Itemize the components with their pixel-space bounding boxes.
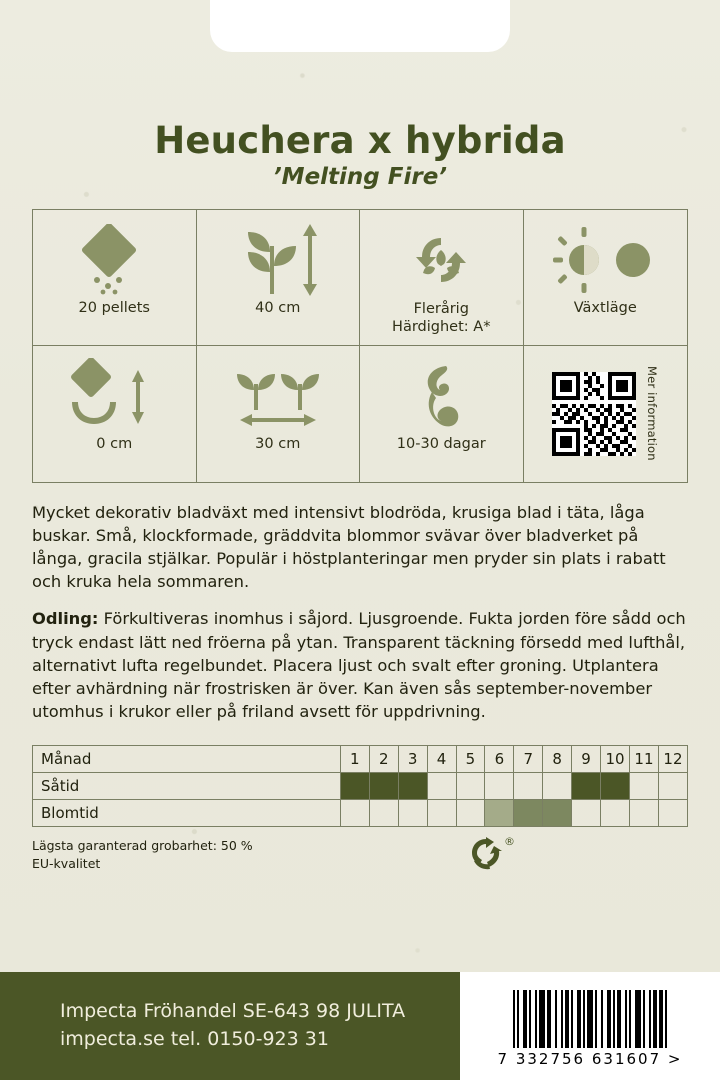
info-cell-label: 30 cm: [255, 435, 301, 452]
month-cell: 12: [658, 746, 687, 773]
title-block: [0, 119, 720, 190]
perennial-cycle-icon: [402, 220, 480, 300]
calendar-cell: [340, 800, 369, 827]
calendar-cell: [629, 773, 658, 800]
description-block: [32, 501, 688, 723]
calendar-header-label: Månad: [33, 746, 341, 773]
calendar-cell: [485, 773, 514, 800]
month-cell: 2: [369, 746, 398, 773]
calendar-row-sowing: [33, 773, 688, 800]
cultivation-paragraph: [32, 607, 688, 723]
seed-packet-pour-icon: [75, 220, 153, 300]
info-cell-more-information[interactable]: [524, 346, 688, 482]
barcode-digits: 7 332756 631607 >: [497, 1050, 683, 1068]
info-cell-germination-time: [360, 346, 524, 482]
info-cell-label: 0 cm: [96, 435, 133, 452]
month-cell: 11: [629, 746, 658, 773]
calendar-cell: [658, 800, 687, 827]
qr-code-icon[interactable]: [552, 372, 636, 456]
company-address: [0, 998, 405, 1053]
sun-half-shade-icon: [550, 220, 660, 300]
recycle-mark: [469, 835, 515, 871]
description-paragraph: Mycket dekorativ bladväxt med intensivt blodröda, krusiga blad i täta, låga buskar. Små, klockformade, gräddvita blommor svävar över bladverket på långa, gracila stjälkar. Populär i höstplanteringar men pryder sin plats i rabatt och kruka hela sommaren.: [32, 502, 666, 592]
calendar-row-label: Såtid: [33, 773, 341, 800]
calendar-cell: [369, 773, 398, 800]
sowing-depth-icon: [64, 356, 164, 436]
calendar-cell: [601, 773, 630, 800]
month-cell: 10: [601, 746, 630, 773]
calendar-cell: [601, 800, 630, 827]
month-cell: 4: [427, 746, 456, 773]
info-icon-grid: [32, 209, 688, 483]
info-cell-light-position: [524, 210, 688, 346]
plant-height-arrow-icon: [232, 220, 324, 300]
recycle-icon: [469, 837, 503, 871]
calendar-cell: [658, 773, 687, 800]
calendar-cell: [629, 800, 658, 827]
calendar-cell: [514, 773, 543, 800]
calendar-cell: [427, 773, 456, 800]
company-line-2: impecta.se tel. 0150-923 31: [60, 1028, 329, 1050]
germination-guarantee: Lägsta garanterad grobarhet: 50 %: [32, 838, 253, 854]
registered-mark: ®: [504, 835, 515, 849]
month-cell: 6: [485, 746, 514, 773]
calendar-cell: [456, 800, 485, 827]
qr-side-label: Mer information: [644, 366, 659, 462]
cultivation-label: Odling:: [32, 609, 99, 629]
info-cell-label: Växtläge: [573, 299, 637, 316]
company-line-1: Impecta Fröhandel SE-643 98 JULITA: [60, 1000, 406, 1023]
calendar-row-bloom: [33, 800, 688, 827]
calendar-cell: [543, 773, 572, 800]
barcode: [460, 972, 720, 1080]
month-cell: 3: [398, 746, 427, 773]
info-cell-sowing-depth: [33, 346, 197, 482]
month-cell: 1: [340, 746, 369, 773]
info-cell-label: [392, 300, 490, 336]
calendar-cell: [398, 800, 427, 827]
calendar-cell: [572, 800, 601, 827]
hardiness-line-2: Härdighet: A*: [392, 318, 491, 335]
calendar-cell: [485, 800, 514, 827]
info-cell-label: 10-30 dagar: [396, 435, 486, 452]
calendar-header-row: [33, 746, 688, 773]
info-cell-plant-height: [197, 210, 361, 346]
calendar-cell: [456, 773, 485, 800]
calendar-cell: [543, 800, 572, 827]
month-cell: 7: [514, 746, 543, 773]
cultivation-text: Förkultiveras inomhus i såjord. Ljusgroende. Fukta jorden före sådd och tryck endast lätt ned fröerna på ytan. Transparent täckning försedd med lufthål, alternativt lufta regelbundet. Placera ljust och svalt efter groning. Utplantera efter avhärdning när frostrisken är över. Kan även sås september-november utomhus i krukor eller på friland avsett för uppdrivning.: [32, 609, 686, 721]
calendar-cell: [340, 773, 369, 800]
info-cell-hardiness: [360, 210, 524, 346]
info-cell-plant-spacing: [197, 346, 361, 482]
calendar-cell: [572, 773, 601, 800]
info-cell-label: 20 pellets: [78, 299, 150, 316]
info-cell-label: 40 cm: [255, 299, 301, 316]
calendar-row-label: Blomtid: [33, 800, 341, 827]
plant-spacing-icon: [226, 356, 330, 436]
month-cell: 5: [456, 746, 485, 773]
eu-quality: EU-kvalitet: [32, 856, 101, 872]
barcode-bars: [513, 990, 667, 1048]
calendar-cell: [427, 800, 456, 827]
hardiness-line-1: Flerårig: [413, 300, 469, 317]
sowing-calendar: [32, 745, 688, 827]
footer-bar: [0, 972, 720, 1080]
sprouting-seed-icon: [406, 356, 476, 436]
calendar-cell: [514, 800, 543, 827]
month-cell: 9: [572, 746, 601, 773]
info-cell-seed-count: [33, 210, 197, 346]
cultivar-subtitle: ’Melting Fire’: [272, 163, 448, 190]
page-title: Heuchera x hybrida: [154, 119, 566, 162]
month-cell: 8: [543, 746, 572, 773]
calendar-cell: [398, 773, 427, 800]
calendar-cell: [369, 800, 398, 827]
footnote-row: [32, 837, 688, 873]
quality-footnote: [32, 837, 253, 873]
